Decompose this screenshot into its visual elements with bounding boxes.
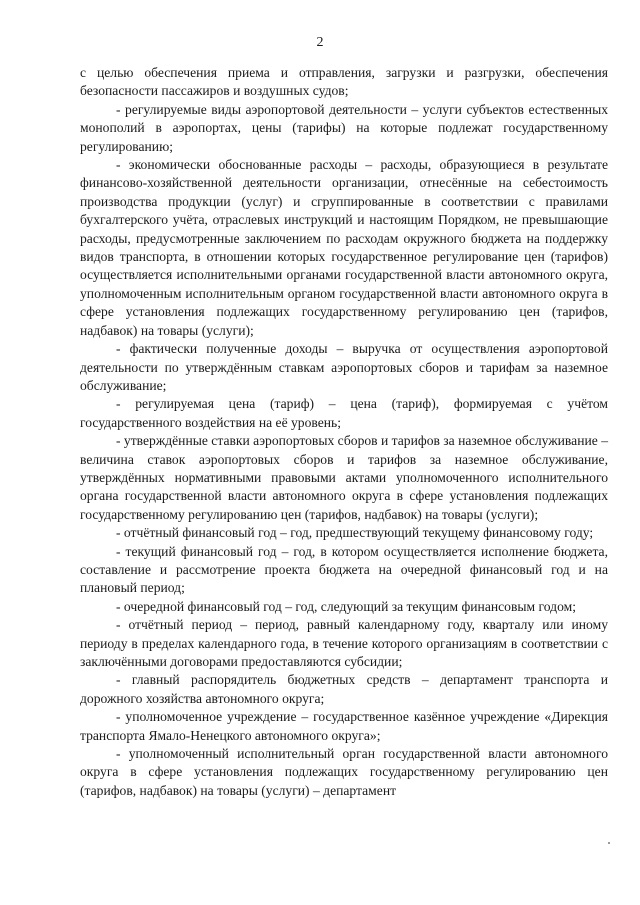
paragraph-continuation: с целью обеспечения приема и отправления, загрузки и разгрузки, обеспечения безопасности пассажиров и воздушных судов;: [80, 65, 608, 99]
definition-authorized-institution: - уполномоченное учреждение – государственное казённое учреждение «Дирекция транспорта Ямало-Ненецкого автономного округа»;: [80, 709, 608, 743]
definition-actual-income: - фактически полученные доходы – выручка от осуществления аэропортовой деятельности по утверждённым ставкам аэропортовых сборов и тарифам за наземное обслуживание;: [80, 341, 608, 393]
definition-reporting-year: - отчётный финансовый год – год, предшествующий текущему финансовому году;: [116, 525, 594, 541]
definition-authorized-body: - уполномоченный исполнительный орган государственной власти автономного округа в сфере установления подлежащих государственному регулированию цен (тарифов, надбавок) на товары (услуги) – департамент: [80, 746, 608, 798]
definition-reporting-period: - отчётный период – период, равный календарному году, кварталу или иному периоду в пределах календарного года, в течение которого организациям в соответствии с заключёнными договорами предоставляются субсидии;: [80, 617, 608, 669]
definition-chief-administrator: - главный распорядитель бюджетных средств – департамент транспорта и дорожного хозяйства автономного округа;: [80, 672, 608, 706]
definition-justified-expenses: - экономически обоснованные расходы – расходы, образующиеся в результате финансово-хозяйственной деятельности организации, отнесённые на себестоимость производства продукции (услуг) и сгруппированные в соответствии с правилами бухгалтерского учёта, отраслевых инструкций и настоящим Порядком, не превышающие расходы, предусмотренные заключением по расходам окружного бюджета на поддержку видов транспорта, в отношении которых государственное регулирование цен (тарифов) осуществляется исполнительными органами государственной власти автономного округа, уполномоченным исполнительным органом государственной власти автономного округа в сфере установления подлежащих государственному регулированию цен (тарифов, надбавок) на товары (услуги);: [80, 157, 608, 338]
scan-dot: [608, 842, 610, 844]
definition-regulated-price: - регулируемая цена (тариф) – цена (тариф), формируемая с учётом государственного воздействия на её уровень;: [80, 396, 608, 430]
definition-regulated-activities: - регулируемые виды аэропортовой деятельности – услуги субъектов естественных монополий в аэропортах, цены (тарифы) на которые подлежат государственному регулированию;: [80, 101, 608, 154]
page-number: 2: [316, 35, 324, 50]
definition-next-year: - очередной финансовый год – год, следующий за текущим финансовым годом;: [116, 598, 576, 614]
document-body: [80, 64, 608, 800]
definition-current-year: - текущий финансовый год – год, в котором осуществляется исполнение бюджета, составление и рассмотрение проекта бюджета на очередной финансовый год и на плановый период;: [80, 543, 608, 596]
definition-approved-rates: - утверждённые ставки аэропортовых сборов и тарифов за наземное обслуживание – величина ставок аэропортовых сборов и тарифов за наземное обслуживание, утверждённых нормативными правовыми актами уполномоченного исполнительного органа государственной власти автономного округа в сфере установления подлежащих государственному регулированию цен (тарифов, надбавок) на товары (услуги);: [80, 433, 608, 522]
